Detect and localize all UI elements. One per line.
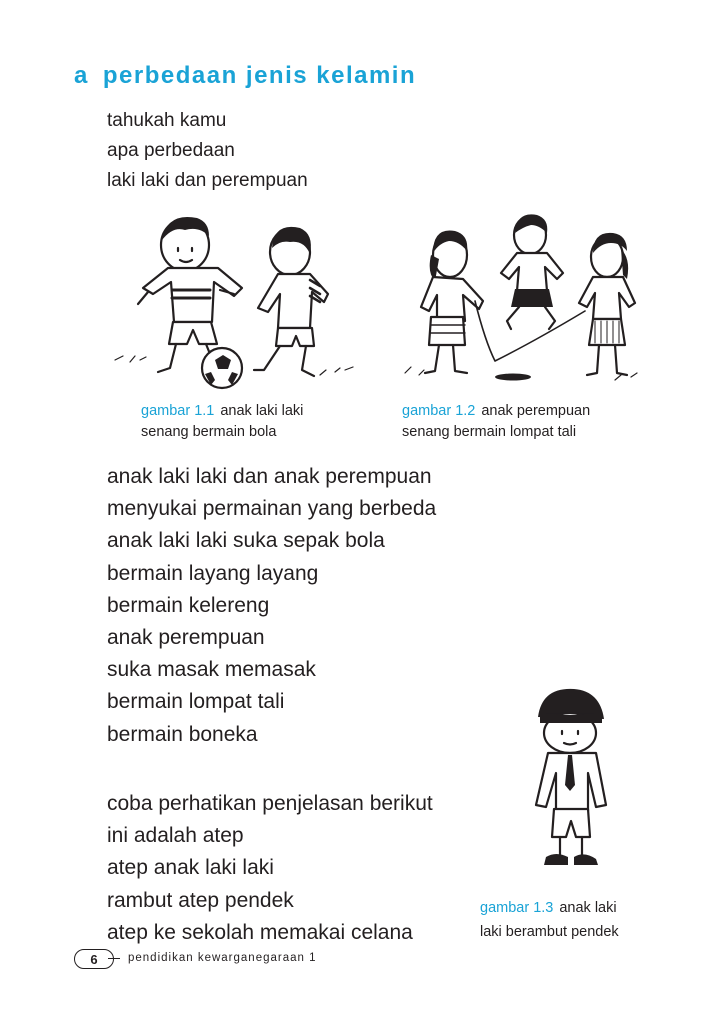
section-title: perbedaan jenis kelamin — [102, 62, 417, 89]
figure-caption-line: senang bermain lompat tali — [402, 424, 577, 440]
page-footer — [74, 948, 114, 970]
section-letter: a — [74, 62, 89, 89]
figure-caption-line: laki berambut pendek — [480, 924, 619, 940]
body-line: bermain boneka — [107, 722, 258, 746]
figure-number: gambar 1.3 — [480, 900, 554, 916]
intro-line: apa perbedaan — [107, 140, 235, 161]
figure-caption-line: senang bermain bola — [141, 424, 277, 440]
boys-football-illustration — [110, 210, 370, 400]
body-line: menyukai permainan yang berbeda — [107, 497, 437, 521]
body-line: rambut atep pendek — [107, 888, 294, 912]
body-line: atep anak laki laki — [107, 856, 274, 880]
figure-caption-line: anak perempuan — [481, 403, 591, 419]
girls-jump-rope-illustration — [395, 205, 650, 395]
schoolboy-illustration — [520, 685, 620, 885]
figure-number: gambar 1.2 — [402, 403, 476, 419]
figure-caption — [141, 401, 303, 443]
body-line: anak perempuan — [107, 626, 265, 650]
body-paragraph — [107, 461, 436, 751]
body-paragraph — [107, 788, 433, 949]
figure-number: gambar 1.1 — [141, 403, 215, 419]
intro-line: tahukah kamu — [107, 110, 227, 131]
figure-caption — [480, 896, 619, 944]
body-line: bermain layang layang — [107, 561, 319, 585]
footer-divider — [108, 958, 120, 959]
body-line: coba perhatikan penjelasan berikut — [107, 792, 433, 815]
intro-line: laki laki dan perempuan — [107, 170, 308, 191]
body-line: anak laki laki suka sepak bola — [107, 529, 385, 553]
body-line: anak laki laki dan anak perempuan — [107, 465, 432, 488]
body-line: atep ke sekolah memakai celana — [107, 920, 413, 944]
body-line: suka masak memasak — [107, 658, 316, 682]
page-number: 6 — [74, 949, 114, 969]
book-title: pendidikan kewarganegaraan 1 — [128, 952, 317, 964]
intro-text — [107, 106, 308, 196]
section-heading — [74, 62, 416, 90]
body-line: ini adalah atep — [107, 824, 244, 848]
figure-caption-line: anak laki laki — [220, 403, 304, 419]
body-line: bermain kelereng — [107, 593, 270, 617]
figure-caption — [402, 401, 590, 443]
body-line: bermain lompat tali — [107, 690, 285, 714]
figure-caption-line: anak laki — [559, 900, 617, 916]
